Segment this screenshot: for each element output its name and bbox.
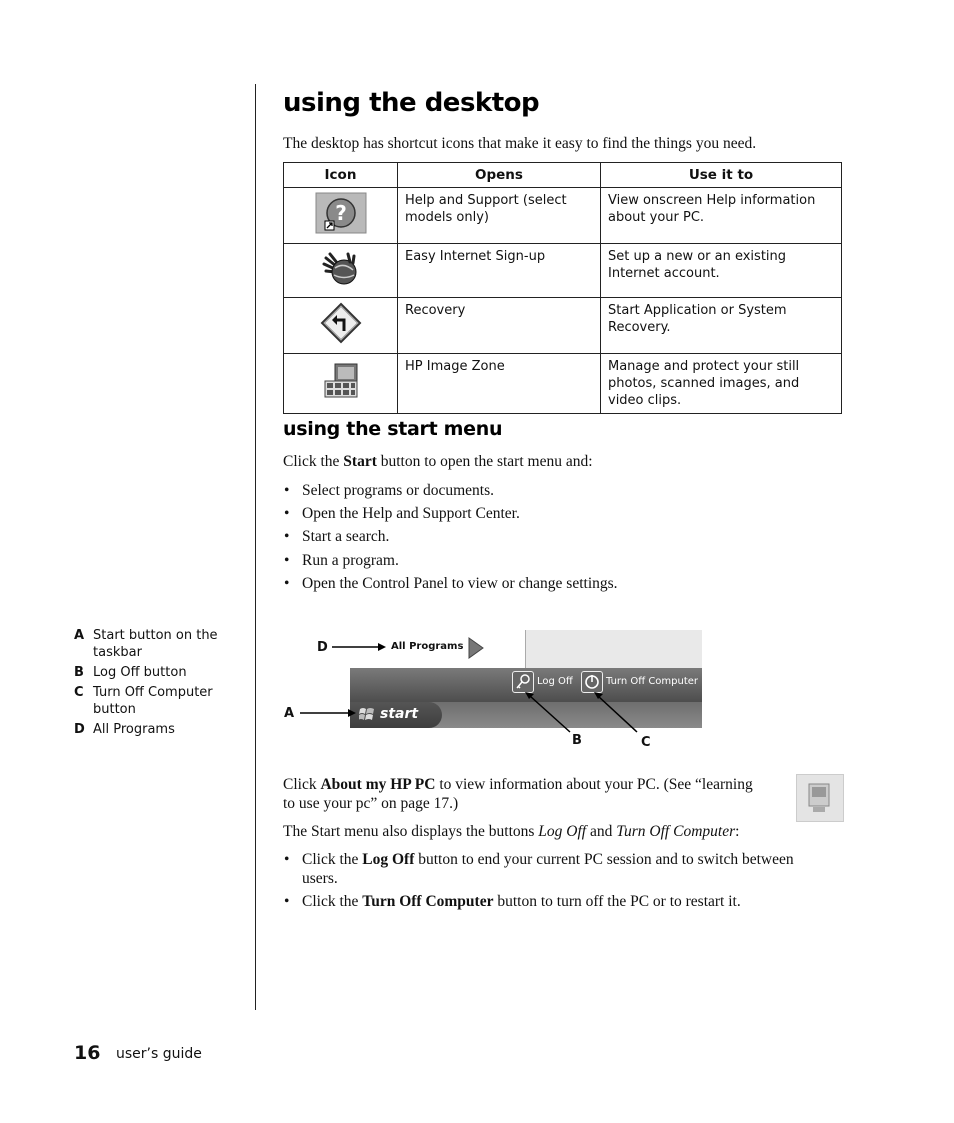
start-label: start bbox=[380, 706, 419, 722]
legend-item bbox=[74, 627, 224, 661]
legend-item bbox=[74, 664, 224, 681]
bullet-post: button to turn off the PC or to restart it. bbox=[493, 893, 741, 910]
legend-letter: D bbox=[74, 722, 85, 737]
svg-text:?: ? bbox=[334, 201, 347, 225]
about-pre: Click bbox=[283, 776, 321, 793]
table-row bbox=[284, 298, 842, 354]
table-row bbox=[284, 354, 842, 414]
legend-letter: A bbox=[74, 628, 85, 643]
computer-info-icon bbox=[797, 775, 843, 821]
help-support-icon bbox=[315, 192, 367, 234]
start-menu-list bbox=[283, 481, 618, 593]
legend-letter: C bbox=[74, 685, 84, 700]
also-post: : bbox=[735, 823, 740, 840]
about-paragraph bbox=[283, 775, 763, 813]
bullet-pre: Click the bbox=[302, 851, 363, 868]
list-item: • Open the Help and Support Center. bbox=[283, 504, 618, 523]
use-cell: Manage and protect your still photos, scanned images, and video clips. bbox=[601, 354, 842, 414]
bullet-bold: Log Off bbox=[362, 851, 415, 868]
page-title: using the desktop bbox=[283, 88, 540, 118]
also-pre: The Start menu also displays the buttons bbox=[283, 823, 539, 840]
list-item: • Open the Control Panel to view or change settings. bbox=[283, 574, 618, 593]
callout-a: A bbox=[284, 706, 295, 721]
legend-item bbox=[74, 684, 224, 718]
icon-cell bbox=[284, 244, 398, 298]
easy-internet-icon bbox=[320, 248, 362, 288]
header-icon: Icon bbox=[284, 163, 398, 188]
callout-c: C bbox=[641, 735, 651, 750]
start-buttons-list bbox=[283, 850, 803, 911]
desktop-icons-table bbox=[283, 162, 842, 414]
also-mid: and bbox=[586, 823, 617, 840]
callout-d: D bbox=[317, 640, 328, 655]
use-cell: Start Application or System Recovery. bbox=[601, 298, 842, 354]
log-off-label[interactable]: Log Off bbox=[537, 676, 573, 687]
header-opens: Opens bbox=[398, 163, 601, 188]
bullet-pre: Click the bbox=[302, 893, 363, 910]
intro-bold: Start bbox=[343, 453, 377, 470]
turn-off-label[interactable]: Turn Off Computer bbox=[606, 676, 699, 687]
list-item bbox=[283, 850, 803, 888]
callout-arrows bbox=[280, 630, 660, 750]
use-cell: Set up a new or an existing Internet account. bbox=[601, 244, 842, 298]
icon-cell bbox=[284, 188, 398, 244]
vertical-rule bbox=[255, 84, 256, 1010]
legend-letter: B bbox=[74, 665, 84, 680]
about-hp-pc-icon bbox=[796, 774, 844, 822]
start-menu-intro bbox=[283, 452, 593, 471]
footer-text: user’s guide bbox=[116, 1046, 202, 1062]
hp-image-zone-icon bbox=[321, 361, 361, 401]
bullet-bold: Turn Off Computer bbox=[362, 893, 494, 910]
all-programs-label[interactable]: All Programs bbox=[391, 641, 464, 652]
callout-legend bbox=[74, 627, 224, 741]
recovery-icon bbox=[320, 302, 362, 344]
bullet-post: button to end your current PC session and to switch between users. bbox=[302, 851, 794, 887]
list-item: • Start a search. bbox=[283, 527, 618, 546]
section-heading: using the start menu bbox=[283, 418, 503, 440]
opens-cell: Recovery bbox=[398, 298, 601, 354]
legend-text: Start button on the taskbar bbox=[93, 628, 218, 660]
also-paragraph bbox=[283, 822, 739, 841]
opens-cell: HP Image Zone bbox=[398, 354, 601, 414]
table-header-row bbox=[284, 163, 842, 188]
opens-cell: Easy Internet Sign-up bbox=[398, 244, 601, 298]
use-cell: View onscreen Help information about your PC. bbox=[601, 188, 842, 244]
callout-b: B bbox=[572, 733, 582, 748]
header-use: Use it to bbox=[601, 163, 842, 188]
about-bold: About my HP PC bbox=[320, 776, 436, 793]
page-number: 16 bbox=[74, 1042, 101, 1064]
icon-cell bbox=[284, 298, 398, 354]
also-italic-2: Turn Off Computer bbox=[616, 823, 736, 840]
opens-cell: Help and Support (select models only) bbox=[398, 188, 601, 244]
icon-cell bbox=[284, 354, 398, 414]
also-italic-1: Log Off bbox=[538, 823, 587, 840]
intro-pre: Click the bbox=[283, 453, 344, 470]
intro-post: button to open the start menu and: bbox=[376, 453, 593, 470]
legend-text: Turn Off Computer button bbox=[93, 685, 213, 717]
list-item: • Select programs or documents. bbox=[283, 481, 618, 500]
table-row bbox=[284, 188, 842, 244]
table-row bbox=[284, 244, 842, 298]
legend-text: Log Off button bbox=[93, 665, 187, 680]
list-item: • Run a program. bbox=[283, 551, 618, 570]
intro-text: The desktop has shortcut icons that make it easy to find the things you need. bbox=[283, 135, 757, 152]
about-post: to view information about your PC. (See “learning to use your pc” on page 17.) bbox=[283, 776, 753, 812]
legend-item bbox=[74, 721, 224, 738]
legend-text: All Programs bbox=[93, 722, 175, 737]
list-item bbox=[283, 892, 803, 911]
